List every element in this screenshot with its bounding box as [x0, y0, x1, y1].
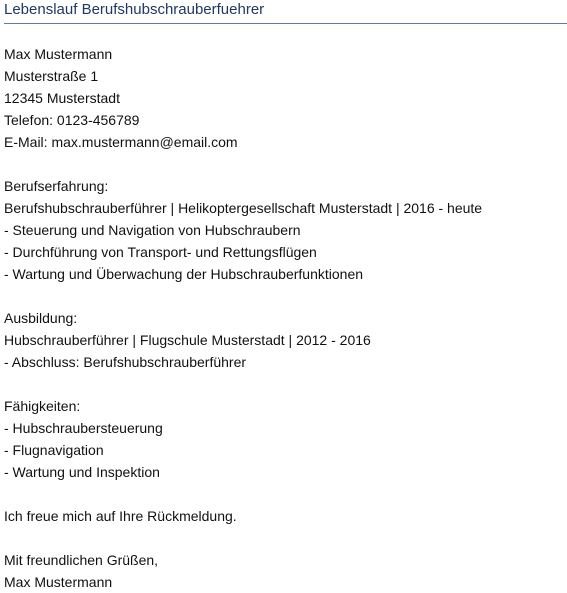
blank-line: [4, 285, 564, 307]
skills-item: - Wartung und Inspektion: [4, 464, 160, 480]
contact-phone: Telefon: 0123-456789: [4, 112, 140, 128]
contact-city: 12345 Musterstadt: [4, 90, 120, 106]
blank-line: [4, 483, 564, 505]
experience-heading: Berufserfahrung:: [4, 178, 109, 194]
contact-email: E-Mail: max.mustermann@email.com: [4, 134, 238, 150]
education-item: - Abschluss: Berufshubschrauberführer: [4, 354, 247, 370]
blank-line: [4, 527, 564, 549]
closing-signature: Max Mustermann: [4, 574, 113, 590]
skills-item: - Flugnavigation: [4, 442, 104, 458]
blank-line: [4, 373, 564, 395]
experience-item: - Wartung und Überwachung der Hubschrauberfunktionen: [4, 266, 364, 282]
title-underline: [4, 23, 567, 24]
skills-item: - Hubschraubersteuerung: [4, 420, 163, 436]
closing-salutation: Mit freundlichen Grüßen,: [4, 552, 159, 568]
blank-line: [4, 153, 564, 175]
document-body: [4, 43, 564, 593]
experience-item: - Durchführung von Transport- und Rettungsflügen: [4, 244, 317, 260]
experience-position: Berufshubschrauberführer | Helikoptergesellschaft Musterstadt | 2016 - heute: [4, 200, 483, 216]
contact-street: Musterstraße 1: [4, 68, 99, 84]
skills-heading: Fähigkeiten:: [4, 398, 81, 414]
experience-item: - Steuerung und Navigation von Hubschraubern: [4, 222, 301, 238]
document-title: Lebenslauf Berufshubschrauberfuehrer: [4, 1, 265, 18]
education-heading: Ausbildung:: [4, 310, 78, 326]
education-entry: Hubschrauberführer | Flugschule Musterstadt | 2012 - 2016: [4, 332, 371, 348]
contact-name: Max Mustermann: [4, 46, 113, 62]
closing-statement: Ich freue mich auf Ihre Rückmeldung.: [4, 508, 237, 524]
